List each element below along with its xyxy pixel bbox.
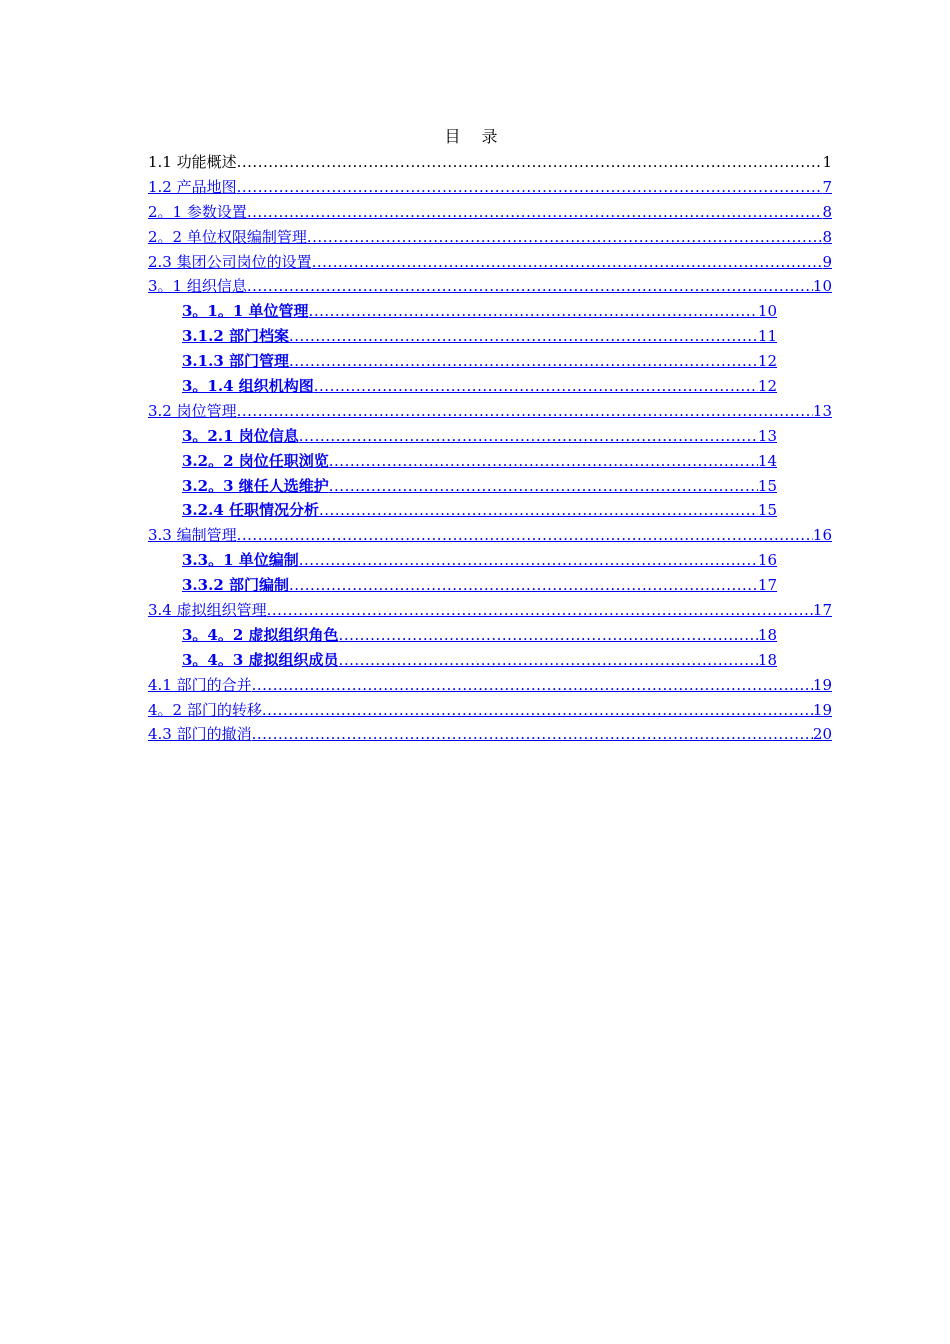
toc-dot-leader bbox=[267, 598, 813, 623]
toc-entry-label: 3.3 编制管理 bbox=[148, 526, 237, 545]
toc-entry-label: 1.2 产品地图 bbox=[148, 177, 237, 196]
toc-title: 目 录 bbox=[444, 127, 506, 146]
toc-subentry-link[interactable] bbox=[182, 474, 777, 499]
toc-page-number: 12 bbox=[757, 352, 777, 371]
toc-page-number: 9 bbox=[822, 252, 832, 271]
toc-dot-leader bbox=[307, 225, 823, 250]
toc-page-number: 19 bbox=[812, 700, 832, 719]
toc-page-number: 18 bbox=[757, 650, 777, 669]
toc-subentry-link[interactable] bbox=[182, 299, 777, 324]
toc-page-number: 1 bbox=[822, 153, 832, 171]
toc-entry-link[interactable] bbox=[148, 523, 832, 548]
toc-entry-label: 2.3 集团公司岗位的设置 bbox=[148, 252, 312, 271]
toc-dot-leader bbox=[329, 474, 758, 499]
toc-entry-label: 3。1 组织信息 bbox=[148, 277, 247, 296]
toc-dot-leader bbox=[299, 548, 758, 573]
toc-page-number: 19 bbox=[812, 675, 832, 694]
toc-dot-leader bbox=[289, 324, 758, 349]
toc-subentry-link[interactable] bbox=[182, 548, 777, 573]
toc-dot-leader bbox=[309, 299, 758, 324]
toc-dot-leader bbox=[312, 250, 823, 275]
toc-entry-link[interactable] bbox=[148, 399, 832, 424]
toc-entry-link[interactable] bbox=[148, 200, 832, 225]
toc-dot-leader bbox=[237, 150, 823, 175]
toc-entry-label: 3.1.3 部门管理 bbox=[182, 352, 289, 371]
toc-subentry-link[interactable] bbox=[182, 349, 777, 374]
toc-subentry-link[interactable] bbox=[182, 648, 777, 673]
toc-page-number: 16 bbox=[812, 526, 832, 545]
toc-dot-leader bbox=[252, 673, 813, 698]
toc-entry-link[interactable] bbox=[148, 150, 832, 175]
toc-dot-leader bbox=[314, 374, 758, 399]
toc-page-number: 20 bbox=[812, 725, 832, 744]
toc-page-number: 11 bbox=[757, 327, 777, 346]
toc-dot-leader bbox=[319, 498, 758, 523]
toc-entry-link[interactable] bbox=[148, 698, 832, 723]
toc-page-number: 14 bbox=[757, 451, 777, 470]
toc-page-number: 13 bbox=[757, 426, 777, 445]
toc-subentry-link[interactable] bbox=[182, 623, 777, 648]
toc-entry-label: 3.2。2 岗位任职浏览 bbox=[182, 451, 329, 470]
toc-entry-link[interactable] bbox=[148, 250, 832, 275]
toc-dot-leader bbox=[262, 698, 813, 723]
toc-page-number: 12 bbox=[757, 377, 777, 396]
toc-entry-link[interactable] bbox=[148, 175, 832, 200]
toc-entry-label: 3.1.2 部门档案 bbox=[182, 327, 289, 346]
toc-entry-label: 3。2.1 岗位信息 bbox=[182, 426, 299, 445]
toc-dot-leader bbox=[247, 274, 813, 299]
toc-page-number: 17 bbox=[757, 576, 777, 595]
toc-subentry-link[interactable] bbox=[182, 324, 777, 349]
toc-dot-leader bbox=[289, 349, 758, 374]
toc-page-number: 10 bbox=[757, 302, 777, 321]
toc-entry-link[interactable] bbox=[148, 598, 832, 623]
toc-entry-label: 3。4。3 虚拟组织成员 bbox=[182, 650, 339, 669]
toc-entry-link[interactable] bbox=[148, 673, 832, 698]
toc-entry-label: 2。2 单位权限编制管理 bbox=[148, 227, 307, 246]
toc-page-number: 8 bbox=[822, 227, 832, 246]
toc-dot-leader bbox=[289, 573, 758, 598]
toc-subentry-link[interactable] bbox=[182, 424, 777, 449]
toc-entry-label: 3.3.2 部门编制 bbox=[182, 576, 289, 595]
toc-entry-label: 4.3 部门的撤消 bbox=[148, 725, 252, 744]
toc-entry-label: 3。1.4 组织机构图 bbox=[182, 377, 314, 396]
toc-entry-link[interactable] bbox=[148, 274, 832, 299]
toc-page-number: 8 bbox=[822, 202, 832, 221]
toc-dot-leader bbox=[339, 648, 758, 673]
toc-dot-leader bbox=[339, 623, 758, 648]
toc-entry-label: 3。4。2 虚拟组织角色 bbox=[182, 625, 339, 644]
toc-dot-leader bbox=[237, 399, 813, 424]
toc-entry-link[interactable] bbox=[148, 722, 832, 747]
toc-entry-label: 3.2。3 继任人选维护 bbox=[182, 476, 329, 495]
toc-entry-label: 3.2 岗位管理 bbox=[148, 401, 237, 420]
toc-entry-label: 3.3。1 单位编制 bbox=[182, 551, 299, 570]
toc-dot-leader bbox=[299, 424, 758, 449]
toc-subentry-link[interactable] bbox=[182, 449, 777, 474]
toc-dot-leader bbox=[329, 449, 758, 474]
toc-entry-label: 3。1。1 单位管理 bbox=[182, 302, 309, 321]
toc-page-number: 10 bbox=[812, 277, 832, 296]
toc-subentry-link[interactable] bbox=[182, 498, 777, 523]
toc-entry-label: 3.2.4 任职情况分析 bbox=[182, 501, 319, 520]
toc-page-number: 18 bbox=[757, 625, 777, 644]
toc-dot-leader bbox=[237, 523, 813, 548]
toc-entry-label: 2。1 参数设置 bbox=[148, 202, 247, 221]
toc-dot-leader bbox=[252, 722, 813, 747]
toc-page-number: 15 bbox=[757, 476, 777, 495]
toc-page-number: 13 bbox=[812, 401, 832, 420]
toc-entry-label: 4。2 部门的转移 bbox=[148, 700, 262, 719]
toc-dot-leader bbox=[237, 175, 823, 200]
toc-list bbox=[148, 150, 832, 747]
toc-entry-link[interactable] bbox=[148, 225, 832, 250]
toc-page-number: 17 bbox=[812, 601, 832, 620]
toc-subentry-link[interactable] bbox=[182, 374, 777, 399]
toc-page-number: 16 bbox=[757, 551, 777, 570]
toc-subentry-link[interactable] bbox=[182, 573, 777, 598]
toc-entry-label: 1.1 功能概述 bbox=[148, 153, 237, 171]
toc-page-number: 15 bbox=[757, 501, 777, 520]
toc-entry-label: 3.4 虚拟组织管理 bbox=[148, 601, 267, 620]
toc-entry-label: 4.1 部门的合并 bbox=[148, 675, 252, 694]
toc-dot-leader bbox=[247, 200, 823, 225]
toc-page-number: 7 bbox=[822, 177, 832, 196]
